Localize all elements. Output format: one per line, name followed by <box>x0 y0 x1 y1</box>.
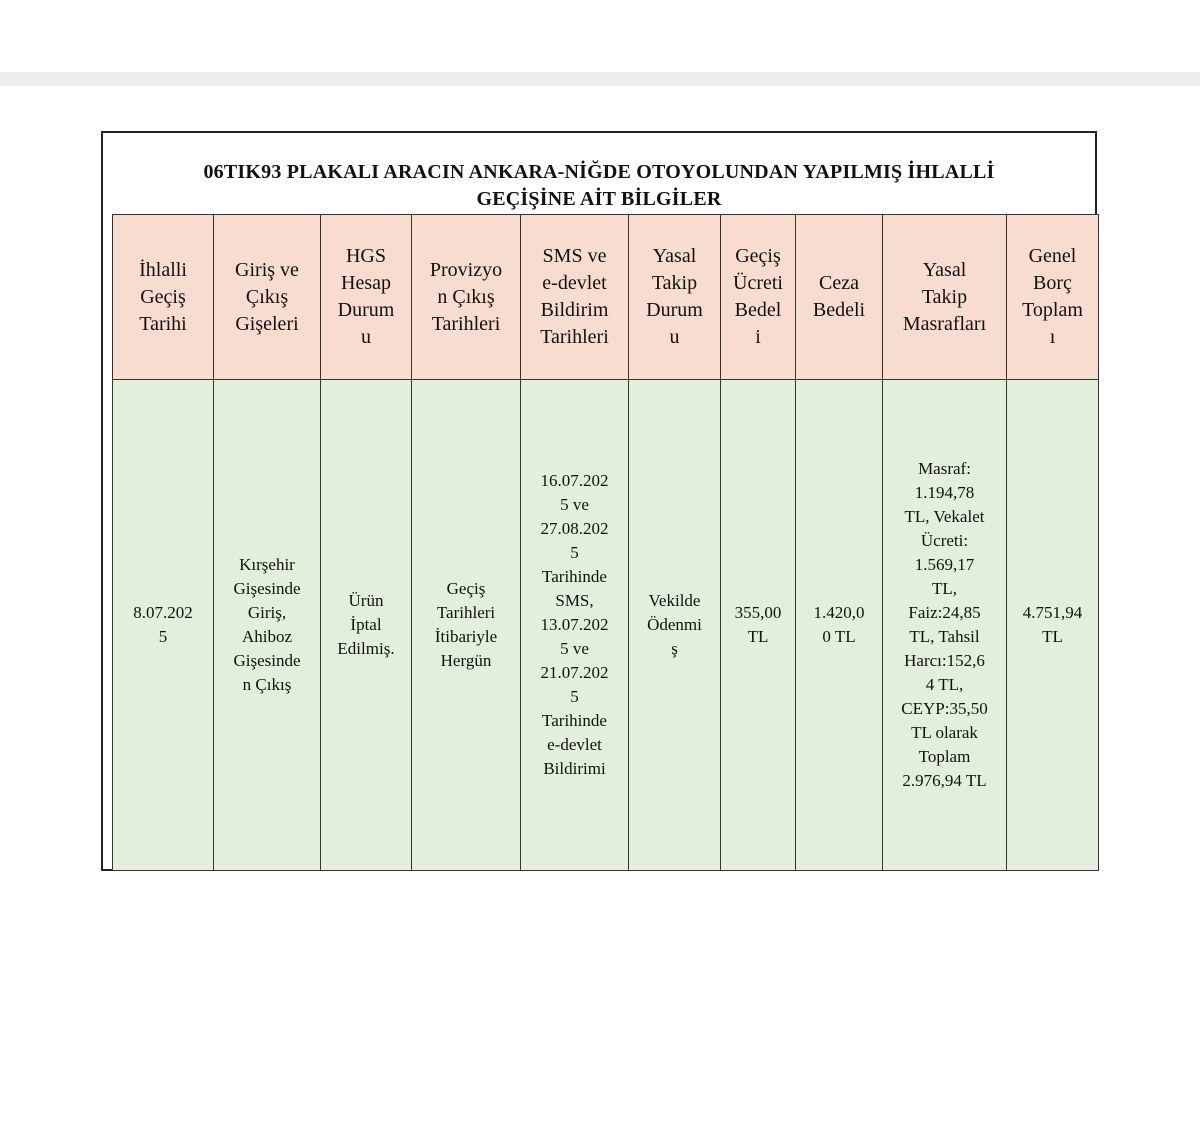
cell-penalty <box>796 380 883 871</box>
column-header-label: Giriş ve Çıkış Gişeleri <box>235 258 299 335</box>
table-header-row <box>113 215 1099 380</box>
cell-text: Masraf: 1.194,78 TL, Vekalet Ücreti: 1.569,17 TL, Faiz:24,85 TL, Tahsil Harcı:152,6 4 TL, CEYP:35,50 TL olarak Toplam 2.976,94 TL <box>901 459 988 790</box>
document-title <box>103 159 1095 213</box>
column-header-label: Geçiş Ücreti Bedel i <box>733 245 783 348</box>
column-header-label: HGS Hesap Durum u <box>337 245 395 348</box>
cell-text: 16.07.202 5 ve 27.08.202 5 Tarihinde SMS, 13.07.202 5 ve 21.07.202 5 Tarihinde e-devlet Bildirimi <box>540 471 609 778</box>
column-header-label: İhlalli Geçiş Tarihi <box>139 258 187 335</box>
column-header-penalty <box>796 215 883 380</box>
cell-toll-gates <box>214 380 321 871</box>
cell-violation-date <box>113 380 214 871</box>
cell-total-debt <box>1007 380 1099 871</box>
column-header-hgs-account-status <box>321 215 412 380</box>
cell-text: 355,00 TL <box>734 603 782 646</box>
title-line-1: 06TIK93 PLAKALI ARACIN ANKARA-NİĞDE OTOYOLUNDAN YAPILMIŞ İHLALLİ <box>203 161 995 183</box>
cell-legal-status <box>629 380 721 871</box>
violation-info-table <box>112 214 1099 871</box>
cell-hgs-account-status <box>321 380 412 871</box>
cell-provision-dates <box>412 380 521 871</box>
cell-legal-costs <box>883 380 1007 871</box>
cell-text: Kırşehir Gişesinde Giriş, Ahiboz Gişesinde n Çıkış <box>233 555 301 694</box>
cell-text: 8.07.202 5 <box>133 603 193 646</box>
column-header-legal-status <box>629 215 721 380</box>
title-line-2: GEÇİŞİNE AİT BİLGİLER <box>476 188 722 210</box>
column-header-violation-date <box>113 215 214 380</box>
column-header-notification-dates <box>521 215 629 380</box>
column-header-label: Provizyo n Çıkış Tarihleri <box>429 258 503 335</box>
column-header-provision-dates <box>412 215 521 380</box>
column-header-toll-gates <box>214 215 321 380</box>
top-band <box>0 72 1200 86</box>
cell-text: 4.751,94 TL <box>1022 603 1083 646</box>
cell-text: Ürün İptal Edilmiş. <box>337 591 395 658</box>
column-header-label: Ceza Bedeli <box>812 272 866 321</box>
table-row <box>113 380 1099 871</box>
column-header-label: Yasal Takip Durum u <box>646 245 703 348</box>
cell-toll-fee <box>721 380 796 871</box>
column-header-label: SMS ve e-devlet Bildirim Tarihleri <box>540 245 609 348</box>
cell-text: Geçiş Tarihleri İtibariyle Hergün <box>434 579 498 670</box>
column-header-label: Yasal Takip Masrafları <box>902 258 987 335</box>
column-header-toll-fee <box>721 215 796 380</box>
cell-text: 1.420,0 0 TL <box>813 603 865 646</box>
document-frame <box>101 131 1097 871</box>
cell-text: Vekilde Ödenmi ş <box>647 591 702 658</box>
cell-notification-dates <box>521 380 629 871</box>
column-header-legal-costs <box>883 215 1007 380</box>
column-header-total-debt <box>1007 215 1099 380</box>
column-header-label: Genel Borç Toplam ı <box>1022 245 1083 348</box>
